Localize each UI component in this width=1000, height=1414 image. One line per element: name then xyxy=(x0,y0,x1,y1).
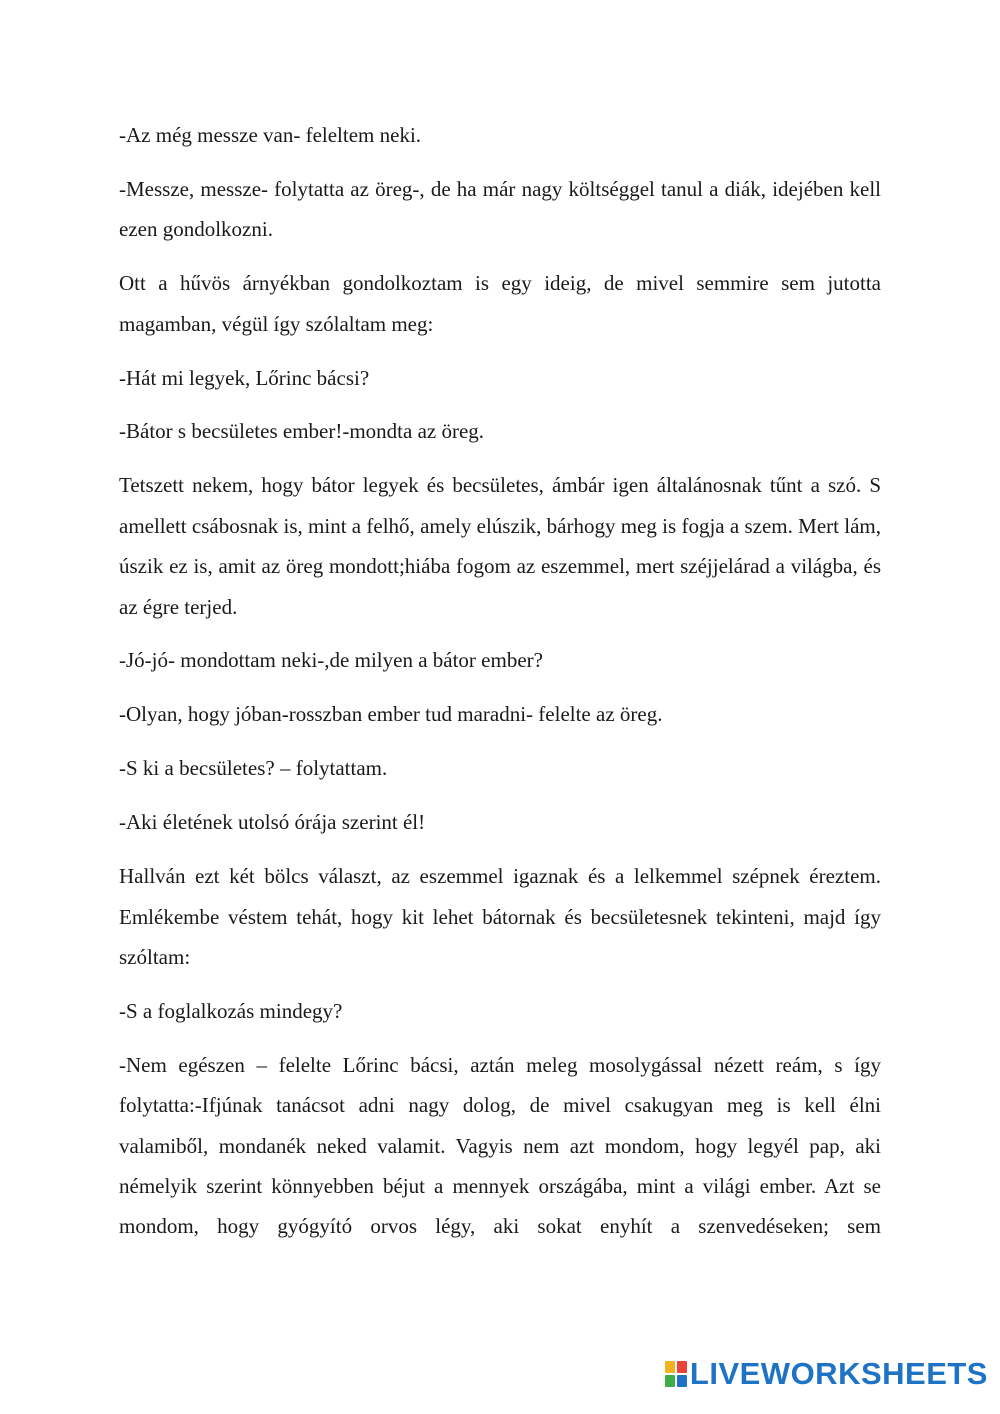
paragraph-9: -S ki a becsületes? – folytattam. xyxy=(119,756,388,781)
paragraph-3: Ott a hűvös árnyékban gondolkoztam is egy ideig, de mivel semmire sem jutotta magamban, végül így szólaltam meg: xyxy=(119,271,881,336)
paragraph-5: -Bátor s becsületes ember!-mondta az öreg. xyxy=(119,419,485,444)
paragraph-10: -Aki életének utolsó órája szerint él! xyxy=(119,810,426,835)
liveworksheets-logo-icon xyxy=(665,1361,687,1387)
paragraph-4: -Hát mi legyek, Lőrinc bácsi? xyxy=(119,365,370,390)
paragraph-8: -Olyan, hogy jóban-rosszban ember tud maradni- felelte az öreg. xyxy=(119,702,663,727)
paragraph-11: Hallván ezt két bölcs választ, az eszemmel igaznak és a lelkemmel szépnek éreztem. Emlékembe véstem tehát, hogy kit lehet bátornak és becsületesnek tekinteni, majd így szóltam: xyxy=(119,864,881,969)
logo-square-4 xyxy=(677,1375,687,1387)
logo-square-2 xyxy=(677,1361,687,1373)
liveworksheets-brand xyxy=(665,1356,988,1392)
paragraph-7: -Jó-jó- mondottam neki-,de milyen a bátor ember? xyxy=(119,648,543,673)
paragraph-6: Tetszett nekem, hogy bátor legyek és becsületes, ámbár igen általánosnak tűnt a szó. S amellett csábosnak is, mint a felhő, amely elúszik, bárhogy meg is fogja a szem. Mert lám, úszik ez is, amit az öreg mondott;hiába fogom az eszemmel, mert széjjelárad a világba, és az égre terjed. xyxy=(119,473,881,619)
paragraph-2: -Messze, messze- folytatta az öreg-, de ha már nagy költséggel tanul a diák, idejében kell ezen gondolkozni. xyxy=(119,176,881,242)
logo-square-1 xyxy=(665,1361,675,1373)
paragraph-13: -Nem egészen – felelte Lőrinc bácsi, aztán meleg mosolygással nézett reám, s így folytatta:-Ifjúnak tanácsot adni nagy dolog, de mivel csakugyan meg is kell élni valamiből, mondanék neked valamit. Vagyis nem azt mondom, hogy legyél pap, aki némelyik szerint könnyebben béjut a mennyek országába, mint a világi ember. Azt se mondom, hogy gyógyító orvos légy, aki sokat enyhít a szenvedéseken; sem xyxy=(119,1052,881,1239)
paragraph-12: -S a foglalkozás mindegy? xyxy=(119,998,343,1023)
paragraph-1: -Az még messze van- feleltem neki. xyxy=(119,123,422,147)
document-body xyxy=(119,115,881,1260)
liveworksheets-wordmark: LIVEWORKSHEETS xyxy=(689,1356,988,1391)
logo-square-3 xyxy=(665,1375,675,1387)
